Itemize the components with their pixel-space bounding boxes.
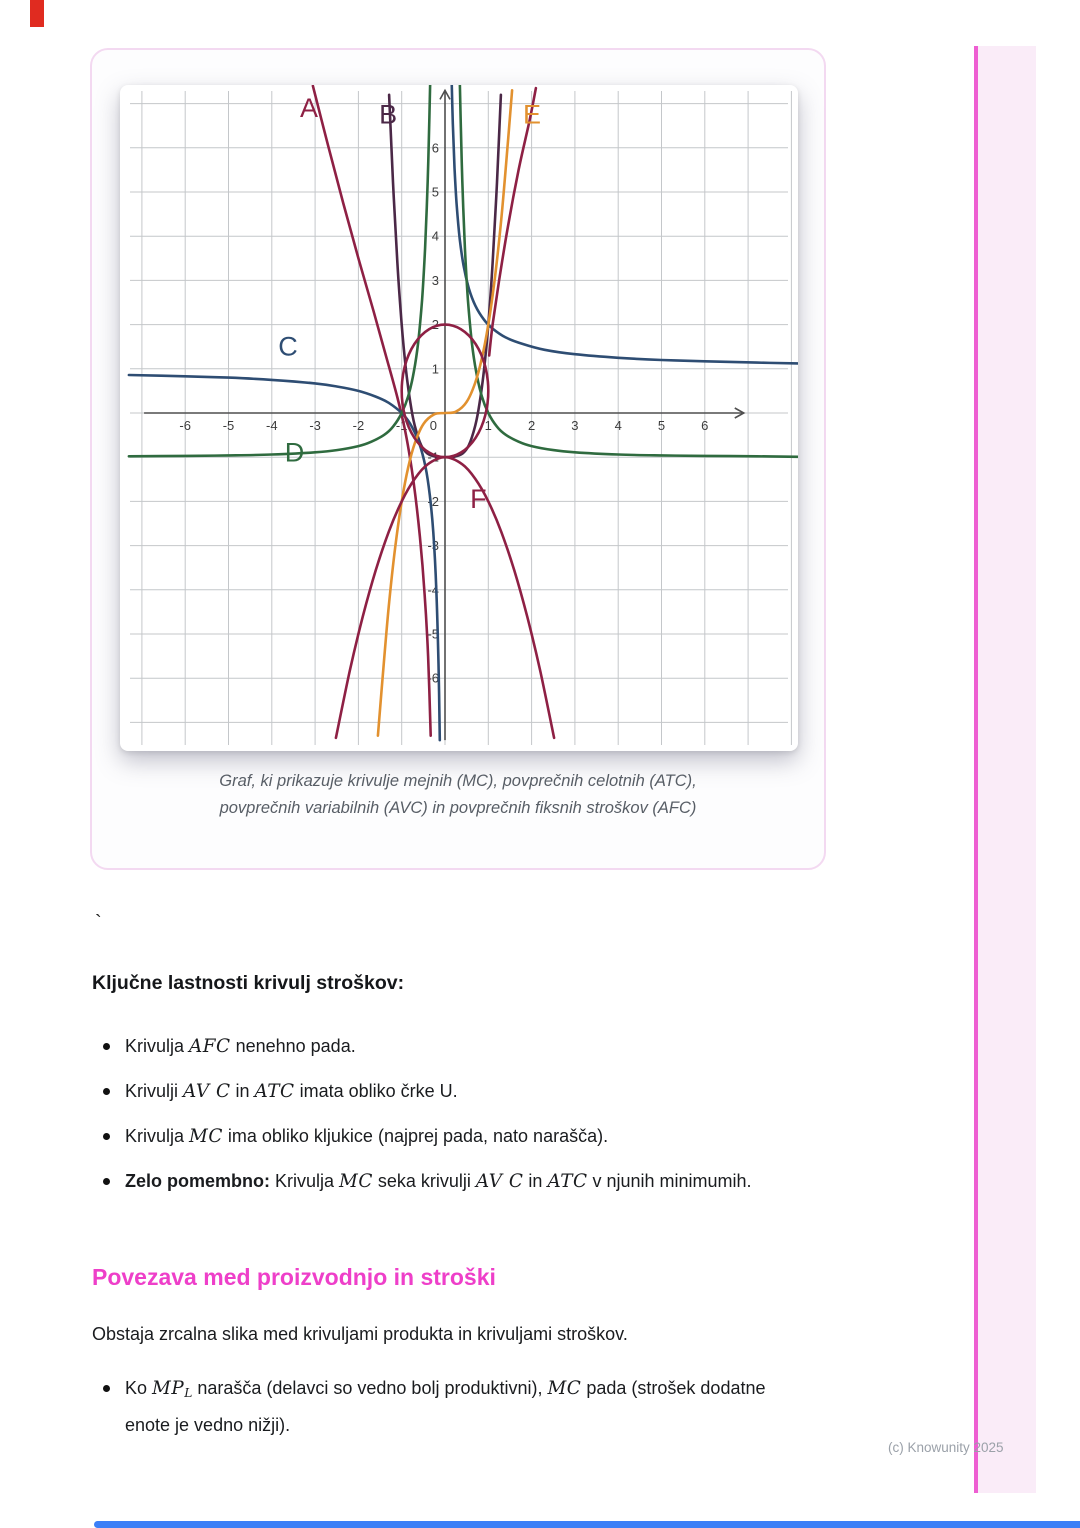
- text-segment: in: [230, 1081, 255, 1101]
- text-segment: Krivulja: [125, 1036, 190, 1056]
- svg-text:-1: -1: [427, 449, 439, 465]
- svg-text:-4: -4: [266, 418, 278, 433]
- page-corner-red-mark: [30, 0, 44, 27]
- text-segment: nenehno pada.: [230, 1036, 356, 1056]
- graph-panel: [120, 85, 798, 751]
- stray-backtick: `: [95, 912, 102, 934]
- math-curves-plot: [120, 85, 798, 751]
- svg-text:B: B: [379, 99, 398, 130]
- section-heading-key-properties: Ključne lastnosti krivulj stroškov:: [92, 972, 405, 994]
- figure-caption-line1: Graf, ki prikazuje krivulje mejnih (MC), povprečnih celotnih (ATC),: [219, 772, 697, 790]
- svg-text:5: 5: [657, 418, 666, 433]
- text-segment: ima obliko kljukice (najprej pada, nato narašča).: [222, 1126, 609, 1146]
- svg-text:5: 5: [431, 184, 439, 200]
- text-segment: Ko: [125, 1378, 153, 1398]
- svg-text:-4: -4: [427, 582, 439, 598]
- figure-card: [90, 48, 826, 870]
- svg-text:1: 1: [431, 361, 439, 377]
- math-term: ATC: [254, 1081, 295, 1102]
- text-segment: Krivulja: [125, 1126, 190, 1146]
- svg-text:3: 3: [571, 418, 579, 433]
- text-segment: v njunih minimumih.: [587, 1171, 752, 1191]
- figure-caption: [92, 768, 824, 822]
- svg-text:4: 4: [431, 228, 439, 244]
- svg-text:C: C: [278, 331, 298, 362]
- math-term: ATC: [547, 1171, 588, 1192]
- math-term: L: [184, 1386, 193, 1401]
- svg-text:E: E: [522, 99, 541, 130]
- svg-text:6: 6: [431, 140, 439, 156]
- svg-text:-5: -5: [222, 418, 235, 433]
- text-segment: pada (strošek dodatne enote je vedno nižji).: [125, 1378, 766, 1436]
- bullet-icon: [103, 1178, 110, 1185]
- copyright-watermark: (c) Knowunity 2025: [888, 1440, 1004, 1455]
- list-item: [92, 1120, 812, 1153]
- list-item: [92, 1372, 812, 1441]
- bold-text: Zelo pomembno:: [125, 1171, 270, 1191]
- svg-text:1: 1: [484, 418, 492, 433]
- math-term: MC: [547, 1378, 582, 1399]
- svg-text:-5: -5: [427, 626, 439, 642]
- svg-text:2: 2: [527, 418, 536, 433]
- bullet-icon: [103, 1088, 110, 1095]
- text-segment: in: [523, 1171, 548, 1191]
- svg-text:0: 0: [429, 418, 437, 433]
- list-item: [92, 1030, 812, 1063]
- svg-text:-6: -6: [427, 670, 439, 686]
- math-term: AV C: [183, 1081, 231, 1102]
- production-points-list: [92, 1372, 812, 1453]
- svg-text:-2: -2: [427, 493, 439, 509]
- section-heading-production-costs: Povezava med proizvodnjo in stroški: [92, 1264, 496, 1290]
- math-term: MC: [339, 1171, 373, 1192]
- text-segment: narašča (delavci so vedno bolj produktivni),: [192, 1378, 548, 1398]
- svg-text:2: 2: [431, 317, 439, 333]
- svg-text:D: D: [284, 437, 305, 468]
- bullet-icon: [103, 1133, 110, 1140]
- svg-text:F: F: [470, 484, 487, 515]
- math-term: AV C: [475, 1171, 524, 1192]
- svg-text:A: A: [299, 92, 318, 123]
- key-points-list: [92, 1030, 812, 1210]
- figure-caption-line2: povprečnih variabilnih (AVC) in povprečnih fiksnih stroškov (AFC): [219, 799, 697, 817]
- math-term: AFC: [189, 1036, 231, 1057]
- list-item: [92, 1165, 812, 1198]
- svg-text:-3: -3: [427, 538, 439, 554]
- text-segment: Krivulja: [270, 1171, 340, 1191]
- intro-paragraph: Obstaja zrcalna slika med krivuljami produkta in krivuljami stroškov.: [92, 1324, 628, 1344]
- svg-text:-1: -1: [395, 418, 408, 433]
- svg-text:-3: -3: [309, 418, 321, 433]
- bullet-icon: [103, 1385, 110, 1392]
- list-item: [92, 1075, 812, 1108]
- text-segment: imata obliko črke U.: [294, 1081, 458, 1101]
- right-pink-side-band: [974, 46, 1036, 1493]
- svg-text:-6: -6: [179, 418, 191, 433]
- text-segment: Krivulji: [125, 1081, 184, 1101]
- math-term: MC: [189, 1126, 223, 1147]
- svg-text:6: 6: [701, 418, 709, 433]
- svg-text:-2: -2: [352, 418, 365, 433]
- text-segment: seka krivulji: [372, 1171, 476, 1191]
- svg-text:3: 3: [431, 272, 439, 288]
- bullet-icon: [103, 1043, 110, 1050]
- math-term: MP: [152, 1378, 185, 1399]
- svg-text:4: 4: [614, 418, 622, 433]
- bottom-blue-bar: [94, 1521, 1080, 1528]
